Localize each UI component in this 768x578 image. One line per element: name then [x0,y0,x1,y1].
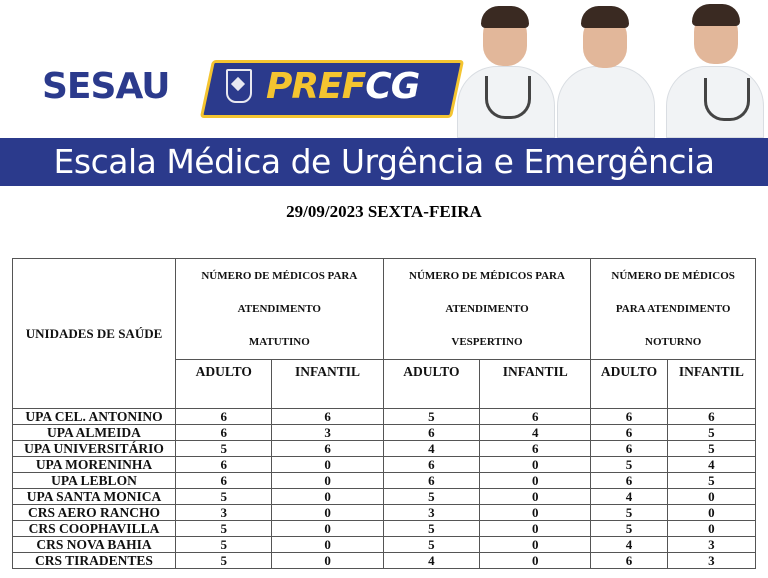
doctors-photo [455,0,768,138]
cell-value: 5 [176,521,272,537]
schedule-table [12,258,756,569]
doctor-figure [455,0,555,138]
cell-value: 6 [591,441,667,457]
cell-value: 6 [383,473,479,489]
unit-name: CRS TIRADENTES [13,553,176,569]
cell-value: 0 [480,537,591,553]
unit-name: UPA ALMEIDA [13,425,176,441]
cell-value: 6 [272,409,383,425]
unit-name: UPA CEL. ANTONINO [13,409,176,425]
cell-value: 0 [480,473,591,489]
cell-value: 6 [591,409,667,425]
cell-value: 6 [667,409,755,425]
unit-name: UPA MORENINHA [13,457,176,473]
cell-value: 0 [480,521,591,537]
pref-logo-part1: PREF [266,65,366,107]
table-row [13,521,756,537]
cell-value: 4 [591,489,667,505]
table-row [13,425,756,441]
city-crest-icon [226,69,252,103]
cell-value: 0 [272,521,383,537]
cell-value: 0 [667,489,755,505]
cell-value: 6 [480,441,591,457]
table-row [13,409,756,425]
cell-value: 5 [176,489,272,505]
table-row [13,505,756,521]
cell-value: 5 [591,505,667,521]
subheader-adulto: ADULTO [176,360,272,409]
subheader-adulto: ADULTO [383,360,479,409]
cell-value: 0 [667,505,755,521]
cell-value: 4 [480,425,591,441]
table-row [13,441,756,457]
cell-value: 3 [667,553,755,569]
cell-value: 5 [591,521,667,537]
group-header-noturno: NÚMERO DE MÉDICOS PARA ATENDIMENTO NOTURNO [591,259,756,360]
cell-value: 6 [591,425,667,441]
cell-value: 0 [480,505,591,521]
cell-value: 6 [176,473,272,489]
doctor-figure [555,0,655,138]
table-header-row [13,259,756,360]
cell-value: 5 [667,441,755,457]
unit-name: UPA LEBLON [13,473,176,489]
cell-value: 0 [272,505,383,521]
cell-value: 0 [272,553,383,569]
cell-value: 6 [272,441,383,457]
group-header-matutino: NÚMERO DE MÉDICOS PARA ATENDIMENTO MATUTINO [176,259,384,360]
pref-logo-text [266,66,419,107]
unit-name: CRS NOVA BAHIA [13,537,176,553]
cell-value: 4 [383,553,479,569]
doctor-figure [660,0,768,138]
unit-name: UPA SANTA MONICA [13,489,176,505]
cell-value: 5 [667,425,755,441]
table-row [13,489,756,505]
unit-name: CRS AERO RANCHO [13,505,176,521]
cell-value: 4 [667,457,755,473]
cell-value: 6 [383,457,479,473]
sesau-logo: SESAU [42,66,170,107]
cell-value: 3 [272,425,383,441]
pref-logo-part2: CG [365,65,420,107]
cell-value: 3 [383,505,479,521]
subheader-infantil: INFANTIL [667,360,755,409]
cell-value: 6 [176,457,272,473]
cell-value: 4 [591,537,667,553]
cell-value: 6 [591,553,667,569]
subheader-infantil: INFANTIL [272,360,383,409]
subheader-infantil: INFANTIL [480,360,591,409]
table-row [13,457,756,473]
cell-value: 6 [383,425,479,441]
cell-value: 0 [272,457,383,473]
cell-value: 6 [176,425,272,441]
cell-value: 5 [383,409,479,425]
cell-value: 5 [667,473,755,489]
schedule-date: 29/09/2023 SEXTA-FEIRA [286,202,482,221]
subheader-adulto: ADULTO [591,360,667,409]
cell-value: 5 [176,537,272,553]
cell-value: 5 [591,457,667,473]
cell-value: 0 [480,553,591,569]
table-row [13,553,756,569]
unit-column-header: UNIDADES DE SAÚDE [13,259,176,409]
cell-value: 0 [667,521,755,537]
cell-value: 5 [383,521,479,537]
pref-logo [206,60,452,112]
page-title: Escala Médica de Urgência e Emergência [0,138,768,186]
table-row [13,473,756,489]
cell-value: 6 [591,473,667,489]
cell-value: 5 [176,553,272,569]
cell-value: 0 [480,457,591,473]
cell-value: 4 [383,441,479,457]
cell-value: 6 [480,409,591,425]
cell-value: 3 [176,505,272,521]
unit-name: CRS COOPHAVILLA [13,521,176,537]
cell-value: 0 [272,489,383,505]
group-header-vespertino: NÚMERO DE MÉDICOS PARA ATENDIMENTO VESPERTINO [383,259,591,360]
cell-value: 0 [480,489,591,505]
unit-name: UPA UNIVERSITÁRIO [13,441,176,457]
cell-value: 5 [383,537,479,553]
cell-value: 5 [383,489,479,505]
cell-value: 6 [176,409,272,425]
cell-value: 0 [272,473,383,489]
cell-value: 0 [272,537,383,553]
table-row [13,537,756,553]
banner-header [0,0,768,140]
cell-value: 3 [667,537,755,553]
cell-value: 5 [176,441,272,457]
